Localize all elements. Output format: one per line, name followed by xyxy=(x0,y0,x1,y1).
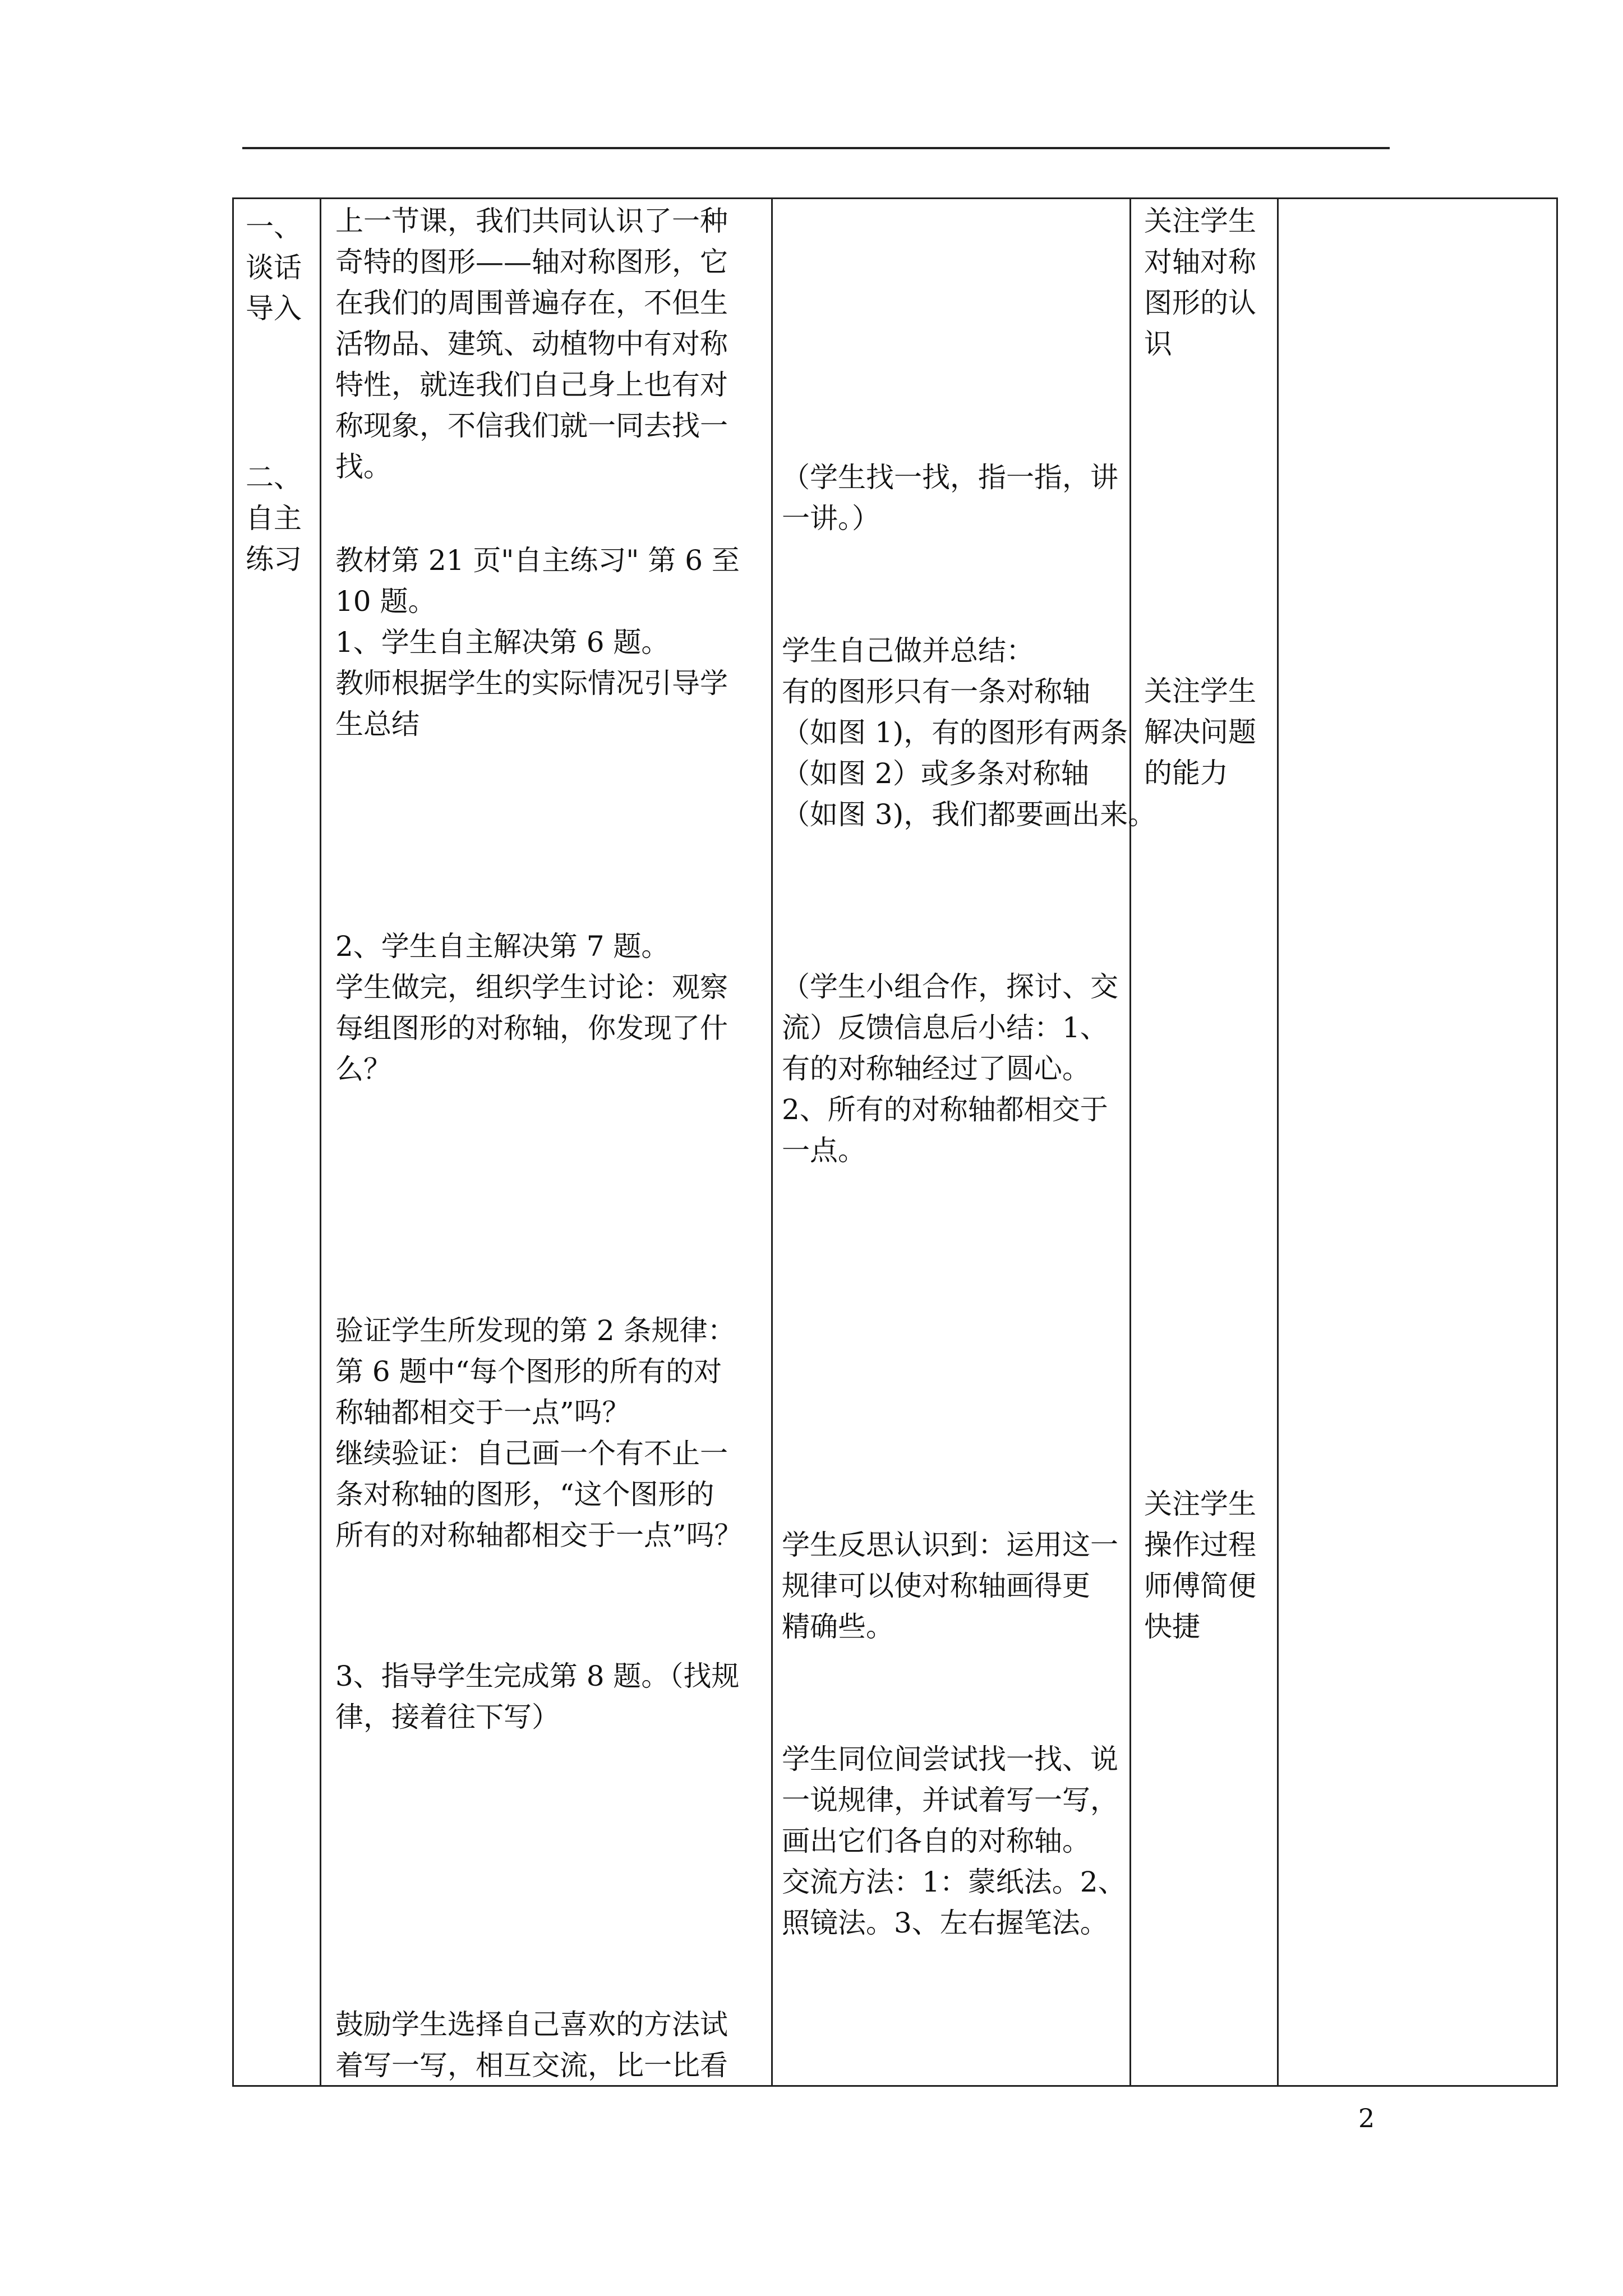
student-pair-text xyxy=(782,1739,1126,1944)
student-summary-text xyxy=(782,631,1156,835)
text-line: 有的对称轴经过了圆心。 xyxy=(782,1052,1090,1085)
teacher-intro-text xyxy=(335,201,728,487)
text-line: 师傅简便 xyxy=(1144,1570,1256,1602)
column-divider-2 xyxy=(771,197,773,2087)
text-line: 的能力 xyxy=(1144,757,1228,789)
text-line: 1、学生自主解决第 6 题。 xyxy=(335,626,670,659)
teacher-exercise-6-text xyxy=(335,540,740,745)
student-group-text xyxy=(782,967,1118,1171)
text-line: 找。 xyxy=(335,450,391,483)
text-line: 每组图形的对称轴，你发现了什 xyxy=(335,1012,728,1045)
text-line: 自主 xyxy=(246,502,302,535)
text-line: 关注学生 xyxy=(1144,1488,1256,1520)
text-line: 教材第 21 页"自主练习" 第 6 至 xyxy=(335,544,740,577)
column-divider-3 xyxy=(1129,197,1131,2087)
stage-practice-label xyxy=(246,457,302,580)
text-line: 条对称轴的图形，“这个图形的 xyxy=(335,1478,714,1511)
column-divider-4 xyxy=(1277,197,1279,2087)
text-line: 奇特的图形——轴对称图形，它 xyxy=(335,246,728,278)
text-line: 识 xyxy=(1144,328,1172,360)
student-find-text xyxy=(782,457,1118,539)
text-line: 快捷 xyxy=(1144,1611,1200,1643)
text-line: 学生做完，组织学生讨论：观察 xyxy=(335,971,728,1004)
focus-problem-solving-text xyxy=(1144,671,1256,794)
text-line: （如图 1)，有的图形有两条 xyxy=(782,716,1128,749)
text-line: 流）反馈信息后小结：1、 xyxy=(782,1011,1108,1044)
text-line: 精确些。 xyxy=(782,1611,894,1643)
text-line: 2、学生自主解决第 7 题。 xyxy=(335,930,670,963)
text-line: 上一节课，我们共同认识了一种 xyxy=(335,205,728,237)
text-line: 生总结 xyxy=(335,708,419,740)
text-line: （如图 3)，我们都要画出来。 xyxy=(782,798,1156,831)
focus-operation-text xyxy=(1144,1484,1256,1648)
text-line: 鼓励学生选择自己喜欢的方法试 xyxy=(335,2008,728,2041)
text-line: 二、 xyxy=(246,461,302,494)
text-line: 关注学生 xyxy=(1144,675,1256,707)
text-line: 称现象，不信我们就一同去找一 xyxy=(335,409,728,442)
teacher-exercise-7-text xyxy=(335,926,728,1090)
stage-intro-label xyxy=(246,206,302,329)
text-line: 10 题。 xyxy=(335,585,436,618)
text-line: 学生同位间尝试找一找、说 xyxy=(782,1743,1118,1775)
student-reflect-text xyxy=(782,1525,1118,1648)
text-line: 操作过程 xyxy=(1144,1529,1256,1561)
text-line: （学生找一找，指一指，讲 xyxy=(782,461,1118,494)
text-line: 对轴对称 xyxy=(1144,246,1256,278)
text-line: 一讲。） xyxy=(782,502,880,535)
text-line: 一点。 xyxy=(782,1134,866,1167)
text-line: 画出它们各自的对称轴。 xyxy=(782,1825,1090,1857)
column-divider-1 xyxy=(320,197,321,2087)
text-line: 所有的对称轴都相交于一点”吗？ xyxy=(335,1519,743,1552)
text-line: 图形的认 xyxy=(1144,287,1256,319)
text-line: 练习 xyxy=(246,543,302,576)
text-line: 活物品、建筑、动植物中有对称 xyxy=(335,328,728,360)
text-line: 一、 xyxy=(246,210,302,243)
text-line: 交流方法：1：蒙纸法。2、 xyxy=(782,1866,1126,1898)
text-line: 特性，就连我们自己身上也有对 xyxy=(335,369,728,401)
teacher-encourage-text xyxy=(335,2004,728,2086)
header-rule xyxy=(242,147,1390,149)
text-line: 有的图形只有一条对称轴 xyxy=(782,675,1090,708)
text-line: 教师根据学生的实际情况引导学 xyxy=(335,667,728,700)
text-line: 第 6 题中“每个图形的所有的对 xyxy=(335,1355,722,1388)
text-line: 继续验证：自己画一个有不止一 xyxy=(335,1437,728,1470)
page-number: 2 xyxy=(1358,2103,1375,2133)
teacher-exercise-8-text xyxy=(335,1656,739,1738)
text-line: 一说规律，并试着写一写， xyxy=(782,1784,1118,1816)
text-line: 律，接着往下写） xyxy=(335,1701,560,1733)
teacher-verify-text xyxy=(335,1310,743,1556)
text-line: 导入 xyxy=(246,292,302,325)
text-line: 关注学生 xyxy=(1144,205,1256,237)
text-line: 称轴都相交于一点”吗？ xyxy=(335,1396,630,1429)
text-line: 着写一写，相互交流，比一比看 xyxy=(335,2049,728,2082)
text-line: 学生反思认识到：运用这一 xyxy=(782,1529,1118,1561)
text-line: 在我们的周围普遍存在，不但生 xyxy=(335,287,728,319)
text-line: （如图 2）或多条对称轴 xyxy=(782,757,1089,790)
text-line: 2、所有的对称轴都相交于 xyxy=(782,1093,1108,1126)
text-line: 照镜法。3、左右握笔法。 xyxy=(782,1907,1108,1939)
text-line: 3、指导学生完成第 8 题。（找规 xyxy=(335,1660,740,1692)
text-line: 学生自己做并总结： xyxy=(782,634,1034,667)
text-line: 验证学生所发现的第 2 条规律： xyxy=(335,1314,736,1347)
text-line: 谈话 xyxy=(246,251,302,284)
text-line: 解决问题 xyxy=(1144,716,1256,748)
text-line: 么？ xyxy=(335,1053,391,1085)
text-line: （学生小组合作，探讨、交 xyxy=(782,970,1118,1003)
text-line: 规律可以使对称轴画得更 xyxy=(782,1570,1090,1602)
focus-recognition-text xyxy=(1144,201,1256,365)
